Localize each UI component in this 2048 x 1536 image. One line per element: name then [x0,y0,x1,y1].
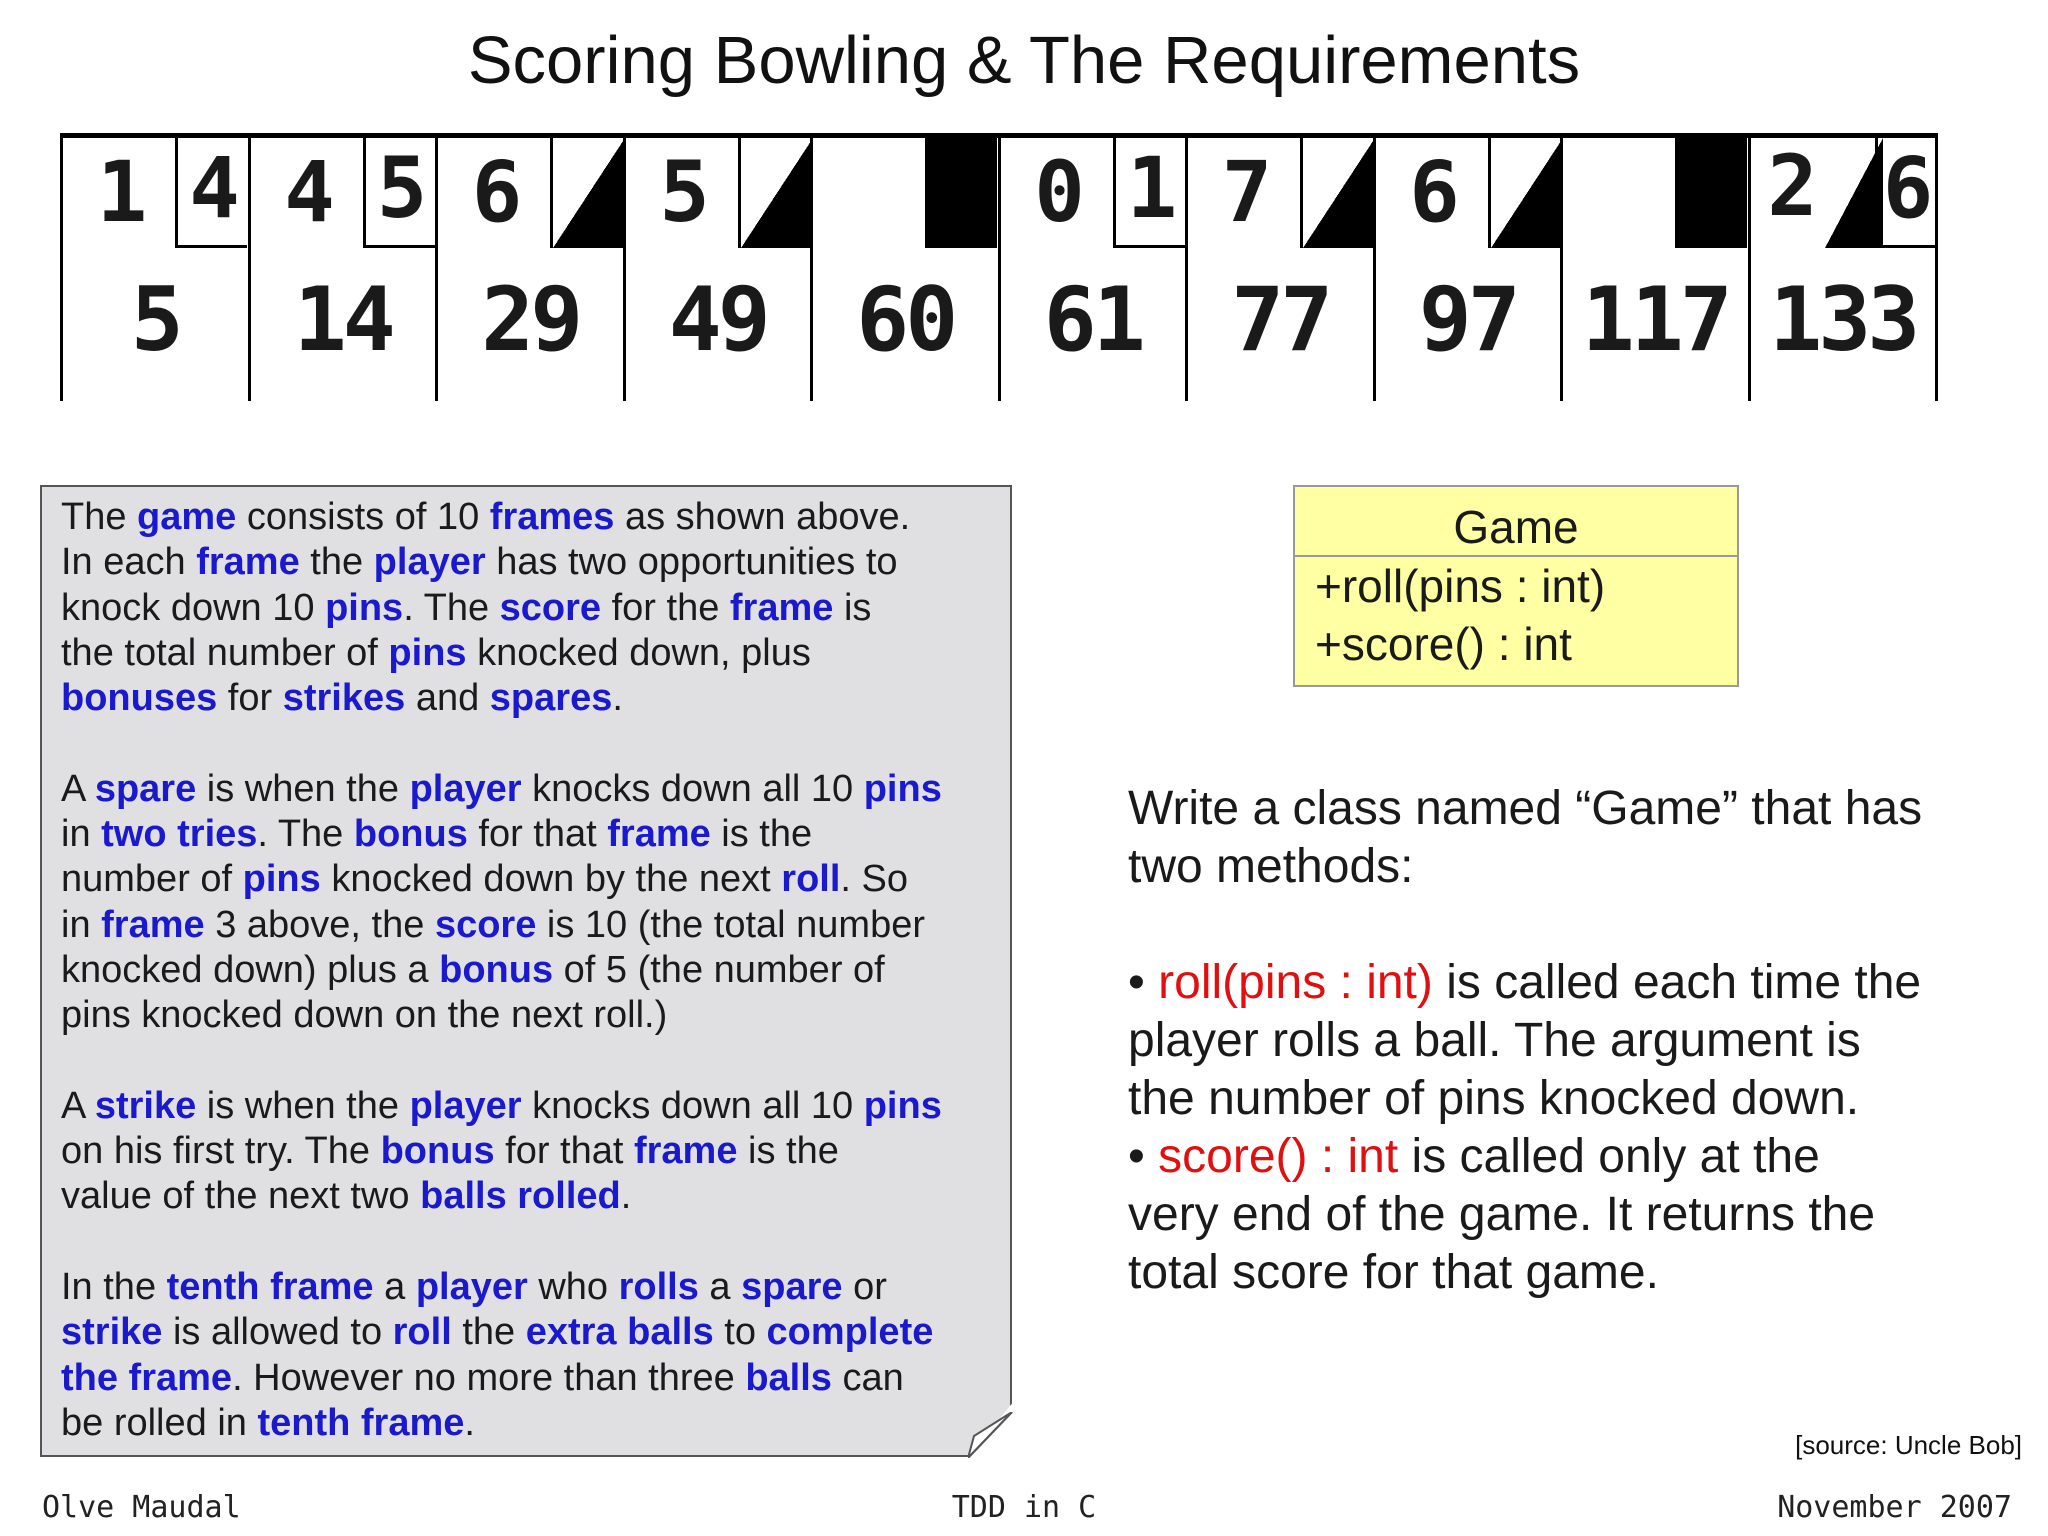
requirement-text: 3 above, the [204,903,435,946]
keyword-term: game [137,496,237,538]
requirement-text: is when the [196,1084,410,1127]
keyword-term: pins [388,631,467,674]
requirements-text [61,495,1011,1492]
requirement-text: and [405,677,490,720]
roll-1: 7 [1221,143,1269,241]
roll-1: 6 [471,143,519,241]
footer-author: Olve Maudal [42,1490,241,1525]
keyword-term: extra balls [525,1311,714,1354]
requirement-paragraph [61,767,1011,1039]
roll-1: 5 [659,143,706,241]
frame-9 [1563,138,1751,401]
keyword-term: pins [863,1084,942,1127]
frame-score: 97 [1418,268,1517,371]
roll-2: 4 [175,138,247,248]
score-signature: score() : int [1158,1130,1399,1183]
keyword-term: balls rolled [420,1175,621,1218]
keyword-term: player [409,767,522,810]
requirement-text: is the [710,813,813,856]
requirement-text: knocks down all 10 [521,767,864,810]
requirement-text: A [61,1084,95,1127]
requirement-text: for that [467,813,608,856]
keyword-term: spare [741,1266,843,1309]
requirement-text: pins knocked down on the next roll.) [61,994,668,1037]
requirement-text: is the [737,1130,839,1173]
keyword-term: rolls [618,1266,699,1309]
keyword-term: player [415,1266,528,1309]
roll-3: 6 [1875,138,1935,248]
requirement-text: In the [61,1266,167,1309]
frame-score: 14 [293,268,392,371]
frame-score: 5 [130,268,180,371]
keyword-term: pins [242,858,321,901]
keyword-term: frame [633,1130,738,1173]
keyword-term: tenth frame [257,1401,465,1444]
slide-title: Scoring Bowling & The Requirements [467,23,1581,98]
keyword-term: the frame [61,1356,233,1399]
task-description [1128,780,2008,1302]
frame-4 [626,138,814,401]
bowling-scorecard [60,133,1938,401]
requirement-text: A [61,767,95,810]
requirement-text: value of the next two [61,1175,421,1218]
requirement-text: for [217,677,283,720]
source-citation: [source: Uncle Bob] [1795,1430,2022,1460]
requirement-text: . [620,1175,632,1218]
requirement-text: . The [403,586,500,629]
uml-class-game [1293,485,1739,687]
desc-line: very end of the game. It returns the [1128,1188,1876,1241]
keyword-term: pins [863,767,942,810]
requirement-text: as shown above. [614,496,911,538]
keyword-term: strike [61,1311,163,1354]
desc-line: player rolls a ball. The argument is [1128,1014,1861,1067]
roll-signature: roll(pins : int) [1158,956,1433,1009]
keyword-term: roll [781,858,841,901]
requirement-text: a [698,1266,742,1309]
requirement-text: The [61,496,138,538]
frame-7 [1188,138,1376,401]
strike-mark [925,138,997,248]
requirement-text: . So [840,858,909,901]
requirement-paragraph [61,495,1011,721]
requirement-text: . [612,677,623,720]
desc-line: total score for that game. [1128,1246,1659,1299]
roll-1: 6 [1409,143,1456,241]
requirement-text: knocked down, plus [466,631,811,674]
requirement-text: is when the [196,767,410,810]
requirement-paragraph [61,1265,1011,1446]
roll-1: 4 [284,143,331,241]
keyword-term: balls [745,1356,832,1399]
requirement-text: in [61,813,102,856]
keyword-term: bonus [439,948,554,991]
spare-mark [738,138,813,248]
spare-mark [1488,138,1563,248]
frame-score: 77 [1231,268,1330,371]
keyword-term: frame [101,903,205,946]
requirement-text: is [833,586,872,629]
requirement-text: for the [601,586,730,629]
bullet-icon: • [1128,1130,1159,1183]
footer-topic: TDD in C [951,1490,1097,1525]
frame-score: 29 [481,268,580,371]
requirement-text: has two opportunities to [485,541,898,584]
requirement-text: knocked down by the next [320,858,782,901]
keyword-term: player [373,541,486,584]
requirement-text: knocks down all 10 [521,1084,864,1127]
bullet-icon: • [1128,956,1159,1009]
requirement-text: on his first try. The [61,1130,381,1173]
requirement-text: a [373,1266,416,1309]
keyword-term: spare [94,767,197,810]
frame-score: 60 [856,268,955,371]
bullet-score [1128,1128,2008,1186]
requirement-text: is 10 (the total number [536,903,925,946]
requirement-text: the [451,1311,526,1354]
strike-mark [1675,138,1747,248]
requirement-text: number of [61,858,243,901]
requirement-text: be rolled in [61,1401,258,1444]
footer-date: November 2007 [1777,1490,2012,1525]
frame-8 [1376,138,1564,401]
desc-line: two methods: [1128,840,1414,893]
keyword-term: bonuses [61,677,218,720]
frame-6 [1001,138,1189,401]
uml-method-score: +score() : int [1315,618,1572,670]
roll-1: 2 [1767,137,1814,235]
requirement-text: the total number of [61,631,389,674]
desc-line: Write a class named “Game” that has [1128,782,1923,835]
keyword-term: bonus [380,1130,495,1173]
requirement-paragraph [61,1084,1011,1220]
requirement-text: knock down 10 [61,586,326,629]
requirement-text: can [831,1356,904,1399]
requirement-text: for that [494,1130,634,1173]
roll-1: 0 [1034,143,1081,241]
requirement-text: who [527,1266,619,1309]
uml-class-name: Game [1295,487,1737,557]
frame-score: 133 [1769,268,1917,371]
spare-mark [1300,138,1375,248]
roll-1: 1 [96,143,144,241]
keyword-term: pins [325,586,404,629]
roll-2: 1 [1113,138,1185,248]
desc-text: is called each time the [1432,956,1922,1009]
requirement-text: In each [61,541,197,584]
frame-10 [1751,138,1936,401]
requirement-text: . The [257,813,354,856]
keyword-term: complete [766,1311,934,1354]
desc-text: is called only at the [1398,1130,1820,1183]
frame-score: 61 [1043,268,1142,371]
keyword-term: frame [729,586,834,629]
frame-3 [438,138,626,401]
uml-method-roll: +roll(pins : int) [1315,560,1606,612]
keyword-term: roll [392,1311,452,1354]
roll-2: 5 [363,138,435,248]
frame-1 [63,138,251,401]
frame-score: 49 [668,268,767,371]
requirement-text: or [842,1266,887,1309]
keyword-term: frames [489,496,615,538]
requirement-text: . However no more than three [232,1356,746,1399]
requirement-text: in [61,903,102,946]
requirement-text: consists of 10 [236,496,490,538]
frame-score: 117 [1581,268,1729,371]
keyword-term: strikes [282,677,406,720]
requirement-text: knocked down) plus a [61,948,440,991]
spare-mark [550,138,625,248]
keyword-term: score [499,586,602,629]
keyword-term: tenth frame [166,1266,374,1309]
requirement-text: of 5 (the number of [553,948,885,991]
requirement-text: to [713,1311,767,1354]
keyword-term: score [434,903,537,946]
keyword-term: strike [94,1084,197,1127]
desc-line: the number of pins knocked down. [1128,1072,1860,1125]
keyword-term: player [409,1084,522,1127]
keyword-term: bonus [353,813,468,856]
bullet-roll [1128,954,2008,1012]
requirement-text: . [464,1401,475,1444]
keyword-term: spares [489,677,613,720]
requirement-text: is allowed to [162,1311,393,1354]
keyword-term: two tries [101,813,258,856]
requirement-text: the [299,541,374,584]
frame-2 [251,138,439,401]
keyword-term: frame [607,813,711,856]
frame-5 [813,138,1001,401]
keyword-term: frame [196,541,300,584]
